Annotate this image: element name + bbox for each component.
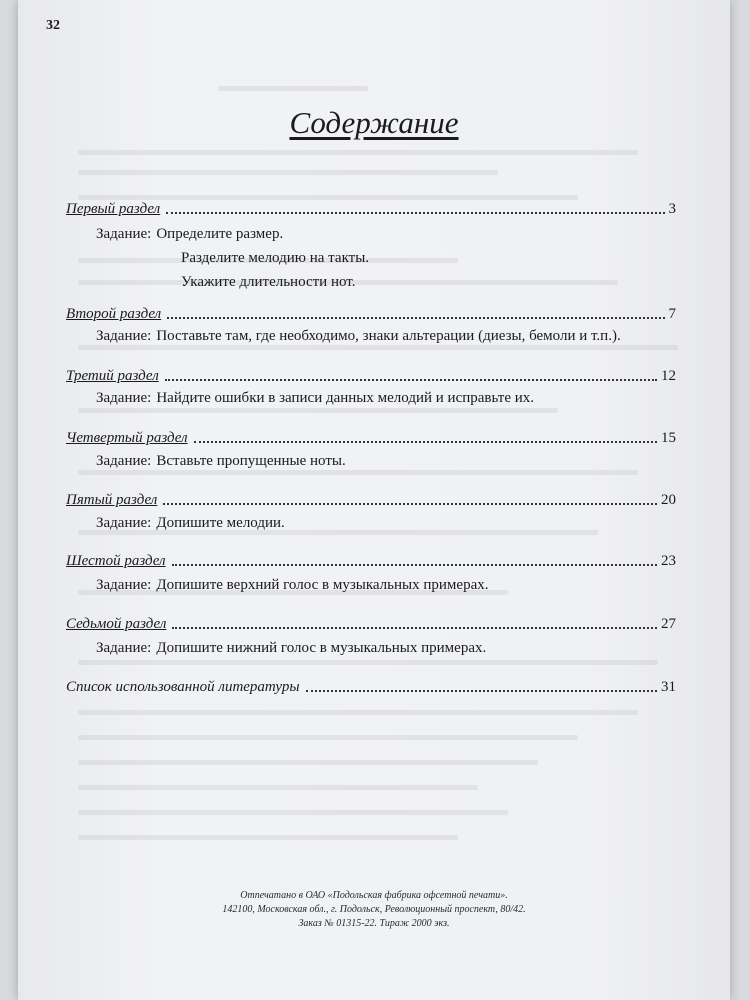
imprint-line: 142100, Московская обл., г. Подольск, Революционный проспект, 80/42.	[222, 904, 526, 915]
toc-section-title: Первый раздел	[66, 201, 161, 217]
task-label: Задание:	[96, 640, 152, 656]
toc-entry-section-2[interactable]	[66, 301, 676, 323]
toc-leader-dots	[306, 690, 657, 692]
task-section-7	[96, 640, 486, 657]
page-sheet	[18, 0, 730, 1000]
toc-page-number: 20	[661, 492, 676, 508]
imprint-line: Отпечатано в ОАО «Подольская фабрика офсетной печати».	[240, 890, 508, 901]
task-section-2	[96, 328, 621, 345]
task-section-5	[96, 515, 285, 532]
task-text: Найдите ошибки в записи данных мелодий и исправьте их.	[156, 390, 535, 406]
task-label: Задание:	[96, 515, 152, 531]
task-label: Задание:	[96, 328, 152, 344]
task-text: Вставьте пропущенные ноты.	[156, 453, 346, 469]
toc-section-title: Пятый раздел	[66, 492, 158, 508]
page-number: 32	[46, 18, 60, 33]
toc-entry-section-5[interactable]	[66, 487, 676, 509]
toc-entry-section-4[interactable]	[66, 425, 676, 447]
toc-entry-section-3[interactable]	[66, 363, 676, 385]
toc-section-title: Четвертый раздел	[66, 430, 188, 446]
toc-page-number: 31	[661, 679, 676, 695]
toc-section-title: Список использованной литературы	[66, 679, 300, 695]
task-section-6	[96, 577, 488, 594]
task-label: Задание:	[96, 226, 152, 242]
toc-entry-references[interactable]	[66, 674, 676, 696]
toc-leader-dots	[172, 627, 657, 629]
toc-page-number: 3	[668, 201, 676, 217]
toc-leader-dots	[194, 441, 657, 443]
task-text: Укажите длительности нот.	[181, 274, 356, 290]
toc-section-title: Шестой раздел	[66, 553, 166, 569]
task-text: Определите размер.	[156, 226, 284, 242]
task-text: Допишите верхний голос в музыкальных примерах.	[156, 577, 489, 593]
task-text: Допишите нижний голос в музыкальных примерах.	[156, 640, 487, 656]
toc-page-number: 12	[661, 368, 676, 384]
task-section-1	[96, 226, 283, 243]
task-label: Задание:	[96, 577, 152, 593]
task-text: Допишите мелодии.	[156, 515, 285, 531]
task-section-4	[96, 453, 346, 470]
toc-page-number: 15	[661, 430, 676, 446]
task-section-3	[96, 390, 534, 407]
toc-leader-dots	[166, 212, 664, 214]
toc-entry-section-6[interactable]	[66, 548, 676, 570]
toc-page-number: 23	[661, 553, 676, 569]
toc-entry-section-1[interactable]	[66, 196, 676, 218]
page-title: Содержание	[289, 105, 459, 140]
task-label: Задание:	[96, 390, 152, 406]
toc-page-number: 27	[661, 616, 676, 632]
toc-section-title: Седьмой раздел	[66, 616, 167, 632]
toc-leader-dots	[167, 317, 664, 319]
imprint-footer	[18, 889, 730, 931]
task-text: Поставьте там, где необходимо, знаки альтерации (диезы, бемоли и т.п.).	[156, 328, 621, 344]
toc-section-title: Третий раздел	[66, 368, 159, 384]
toc-leader-dots	[172, 564, 657, 566]
task-text: Разделите мелодию на такты.	[181, 250, 370, 266]
toc-leader-dots	[163, 503, 657, 505]
task-label: Задание:	[96, 453, 152, 469]
toc-entry-section-7[interactable]	[66, 611, 676, 633]
imprint-line: Заказ № 01315-22. Тираж 2000 экз.	[298, 918, 450, 929]
toc-page-number: 7	[668, 306, 676, 322]
toc-leader-dots	[165, 379, 657, 381]
toc-section-title: Второй раздел	[66, 306, 162, 322]
